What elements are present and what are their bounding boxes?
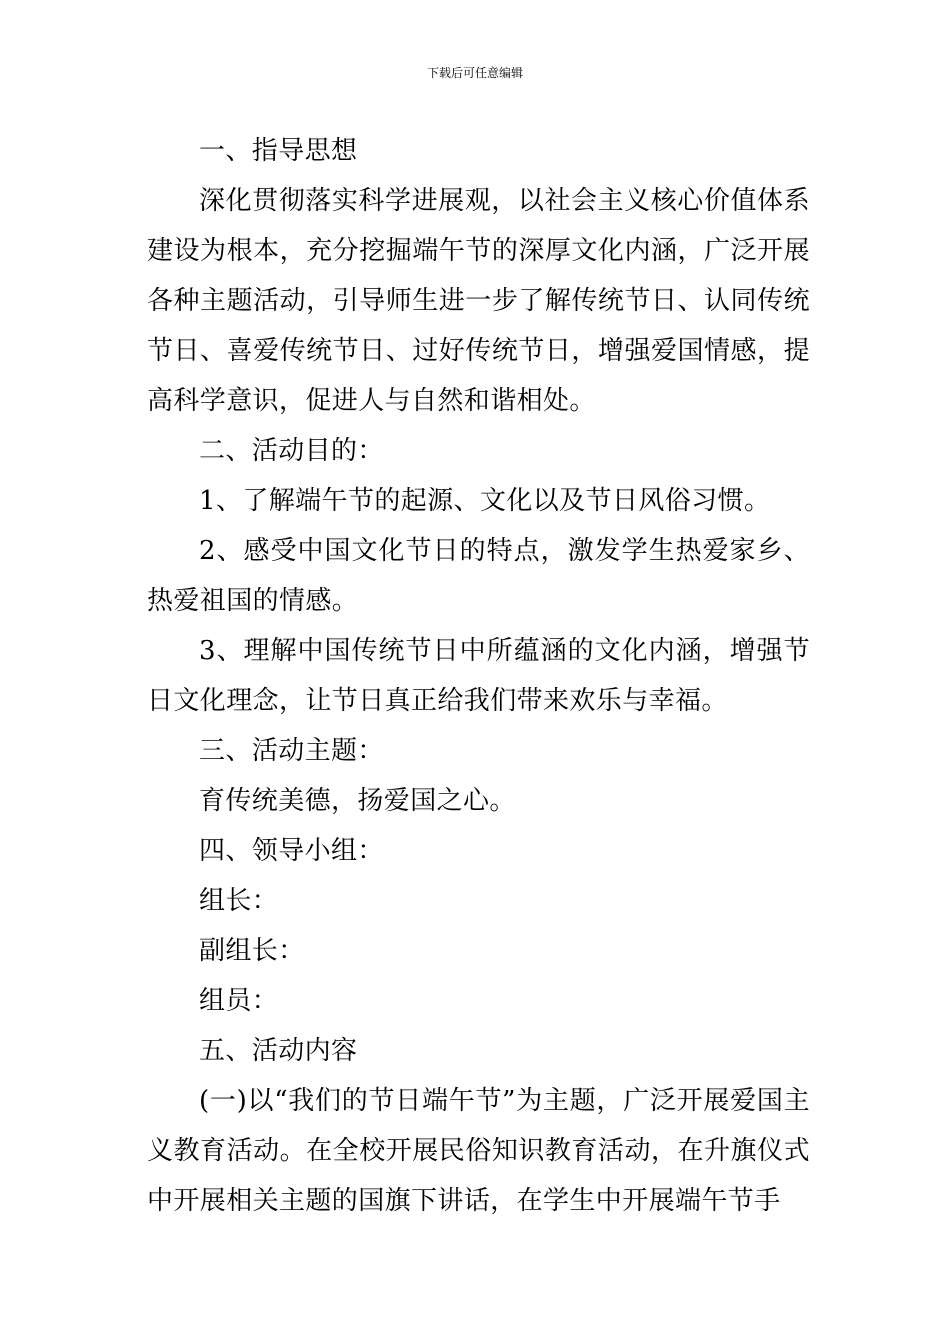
list-item-purpose-2: 2、感受中国文化节日的特点，激发学生热爱家乡、热爱祖国的情感。 (147, 536, 810, 616)
section-heading-activity-content: 五、活动内容 (199, 1036, 358, 1066)
list-item-purpose-3: 3、理解中国传统节日中所蕴涵的文化内涵，增强节日文化理念，让节日真正给我们带来欢乐与幸福。 (147, 636, 810, 716)
section-heading-activity-theme: 三、活动主题： (199, 736, 384, 766)
section-heading-activity-purpose: 二、活动目的： (199, 436, 384, 466)
list-item-purpose-1: 1、了解端午节的起源、文化以及节日风俗习惯。 (199, 486, 771, 516)
section-heading-leadership-group: 四、领导小组： (199, 836, 384, 866)
paragraph-guiding-ideology: 深化贯彻落实科学进展观，以社会主义核心价值体系建设为根本，充分挖掘端午节的深厚文化内涵，广泛开展各种主题活动，引导师生进一步了解传统节日、认同传统节日、喜爱传统节日、过好传统节日，增强爱国情感，提高科学意识，促进人与自然和谐相处。 (147, 186, 810, 416)
deputy-leader-line: 副组长： (199, 936, 305, 966)
page-header: 下载后可任意编辑 (426, 66, 523, 80)
leader-line: 组长： (199, 886, 279, 916)
document-body (147, 126, 810, 1226)
paragraph-activity-content-1: (一)以“我们的节日端午节”为主题，广泛开展爱国主义教育活动。在全校开展民俗知识教育活动，在升旗仪式中开展相关主题的国旗下讲话，在学生中开展端午节手 (147, 1086, 810, 1216)
section-heading-guiding-ideology: 一、指导思想 (199, 136, 358, 166)
members-line: 组员： (199, 986, 279, 1016)
paragraph-activity-theme: 育传统美德，扬爱国之心。 (199, 786, 516, 816)
